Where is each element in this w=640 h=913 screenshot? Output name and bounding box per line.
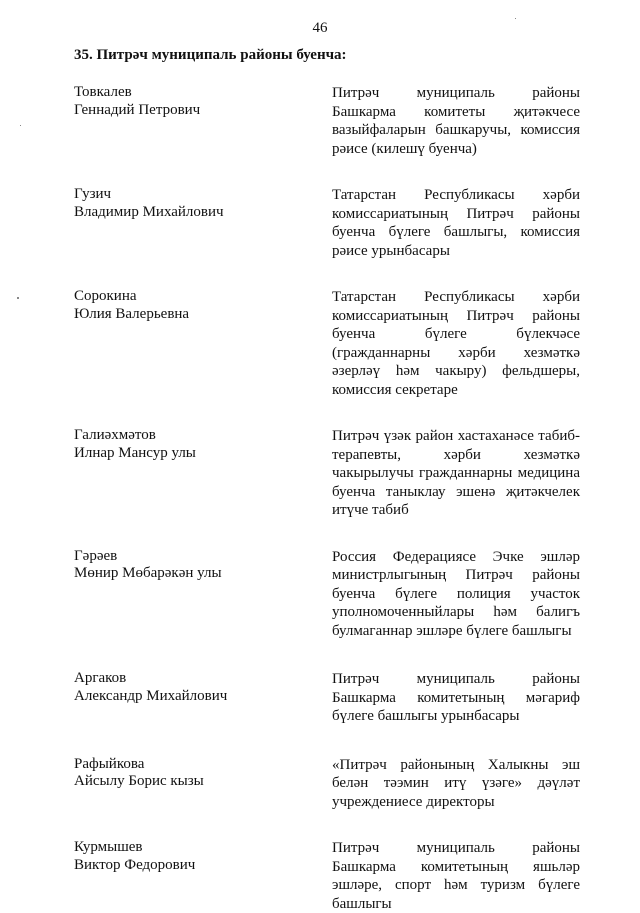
member-role: Татарстан Республикасы хәрби комиссариатының Питрәч районы буенча бүлеге бүлекчәсе (гражданнарны хәрби хезмәткә әзерләү һәм чакыру) фельдшеры, комиссия секретаре — [332, 289, 580, 398]
member-row — [74, 670, 580, 726]
scan-speck — [515, 18, 516, 19]
member-row — [74, 548, 580, 641]
member-surname: Гәрәев — [74, 547, 118, 564]
member-given-name: Виктор Федорович — [74, 856, 196, 873]
member-given-name: Владимир Михайлович — [74, 203, 224, 220]
member-row — [74, 839, 580, 913]
member-surname: Товкалев — [74, 84, 132, 100]
scan-speck — [17, 297, 19, 299]
member-name — [74, 186, 314, 260]
scan-speck — [20, 125, 21, 126]
member-role: Питрәч үзәк район хастаханәсе табиб-терапевты, хәрби хезмәткә чакырылучы гражданнарны медицина буенча таныклау эшенә җитәкчелек итүче табиб — [332, 428, 580, 518]
member-name — [74, 288, 314, 399]
commission-members — [74, 84, 580, 913]
member-name — [74, 756, 314, 812]
member-surname: Рафыйкова — [74, 755, 145, 772]
member-role: «Питрәч районының Халыкны эш белән тәэмин итү үзәге» дәүләт учреждениесе директоры — [332, 756, 580, 810]
member-given-name: Илнар Мансур улы — [74, 444, 196, 461]
member-name — [74, 839, 314, 913]
page-number: 46 — [312, 20, 328, 36]
member-given-name: Мөнир Мөбарәкән улы — [74, 565, 222, 581]
member-name — [74, 670, 314, 726]
member-role: Питрәч муниципаль районы Башкарма комитетының яшьләр эшләре, спорт һәм туризм бүлеге башлыгы — [332, 840, 580, 912]
section-heading: 35. Питрәч муниципаль районы буенча: — [74, 47, 347, 63]
member-surname: Аргаков — [74, 670, 127, 686]
member-surname: Гузич — [74, 186, 112, 202]
member-row — [74, 186, 580, 260]
member-row — [74, 84, 580, 158]
member-name — [74, 84, 314, 158]
member-given-name: Юлия Валерьевна — [74, 305, 190, 322]
member-role: Россия Федерациясе Эчке эшләр министрлыгының Питрәч районы буенча бүлеге полиция участок уполномоченныйлары һәм балигъ булмаганнар эшләре бүлеге башлыгы — [332, 548, 580, 639]
member-given-name: Айсылу Борис кызы — [74, 773, 204, 789]
member-role: Татарстан Республикасы хәрби комиссариатының Питрәч районы буенча бүлеге башлыгы, комиссия рәисе урынбасары — [332, 187, 580, 259]
member-given-name: Геннадий Петрович — [74, 101, 201, 118]
member-surname: Сорокина — [74, 288, 137, 304]
member-role: Питрәч муниципаль районы Башкарма комитеты җитәкчесе вазыйфаларын башкаручы, комиссия рәисе (килешү буенча) — [332, 85, 580, 157]
member-name — [74, 548, 314, 641]
member-given-name: Александр Михайлович — [74, 687, 228, 704]
member-surname: Курмышев — [74, 839, 143, 855]
member-surname: Галиәхмәтов — [74, 427, 156, 443]
member-row — [74, 427, 580, 520]
member-row — [74, 288, 580, 399]
member-role: Питрәч муниципаль районы Башкарма комитетының мәгариф бүлеге башлыгы урынбасары — [332, 671, 580, 724]
member-name — [74, 427, 314, 520]
member-row — [74, 756, 580, 812]
